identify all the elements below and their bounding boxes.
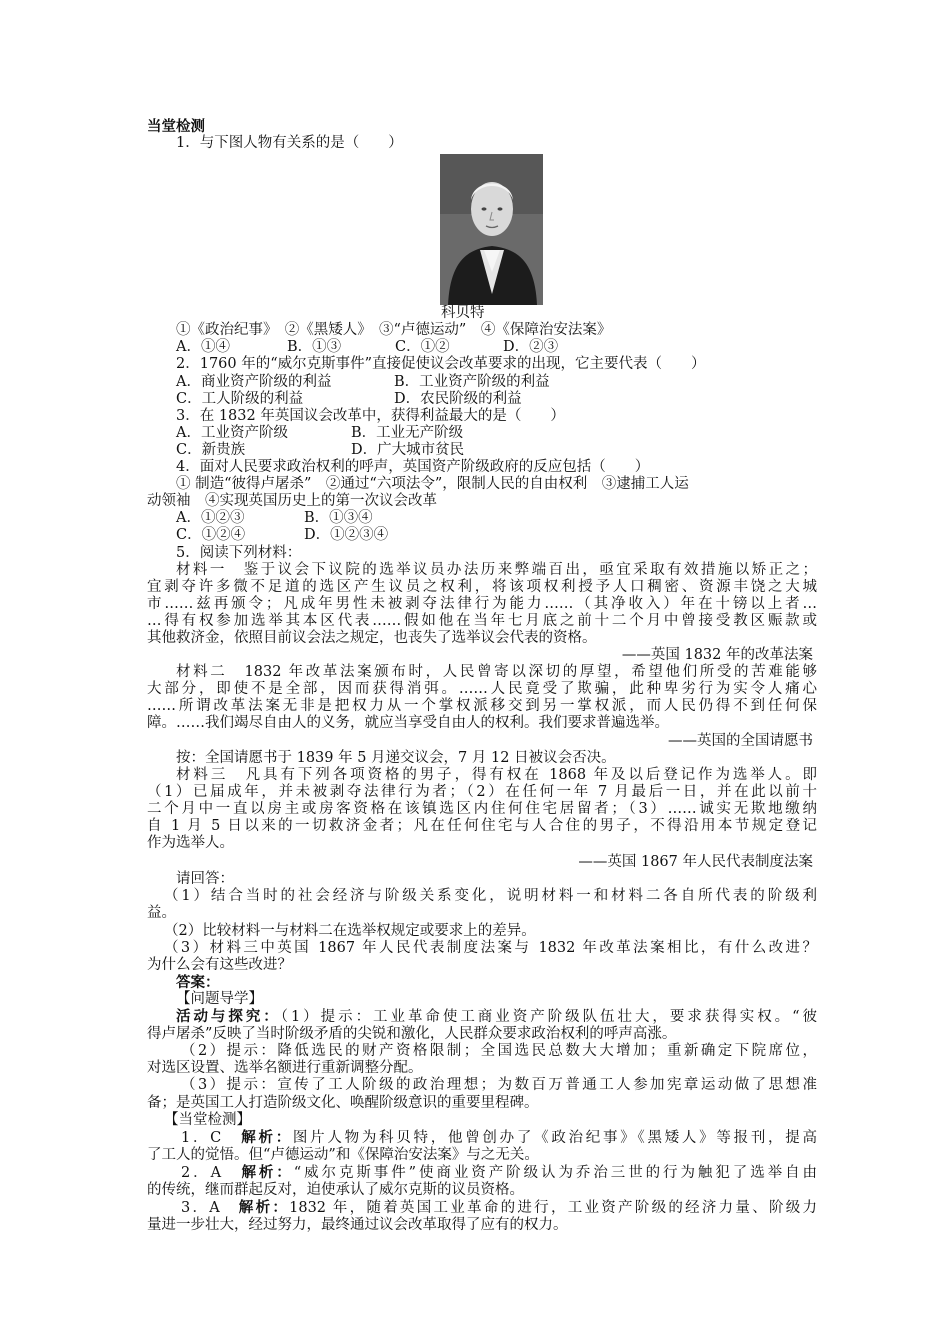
q2-option-d: D．农民阶级的利益 — [394, 390, 522, 407]
q3-option-b: B．工业无产阶级 — [351, 424, 464, 441]
answer-activity-3: （3）提示：宣传了工人阶级的政治理想；为数百万普通工人参加宪章运动做了思想准 — [181, 1077, 817, 1094]
portrait-figure-icon — [440, 154, 543, 305]
q2-options-row1 — [147, 374, 817, 391]
material-2-source: ——英国的全国请愿书 — [668, 732, 813, 749]
q3-option-d: D．广大城市贫民 — [351, 441, 465, 458]
q1-options — [147, 339, 817, 356]
check-answer-3-cont: 量进一步壮大，经过努力，最终通过议会改革取得了应有的权力。 — [147, 1217, 568, 1234]
check-answer-1-text: 图片人物为科贝特，他曾创办了《政治纪事》《黑矮人》等报刊，提高 — [292, 1129, 817, 1146]
material-3-line: 自 1 月 5 日以来的一切救济金者；凡在任何住宅与人合住的男子，不得沿用本节规定登记 — [147, 818, 817, 834]
check-answer-2 — [147, 1164, 817, 1182]
material-2-line: 材料二 1832 年改革法案颁布时，人民曾寄以深切的厚望，希望他们所受的苦难能够 — [176, 664, 817, 681]
document-page — [147, 118, 817, 1234]
subquestion-2: （2）比较材料一与材料二在选举权规定或要求上的差异。 — [164, 922, 536, 939]
ask-label: 请回答： — [176, 871, 234, 888]
material-2-line: 大部分，即使不是全部，因而获得消弭。……人民竟受了欺骗，此种卑劣行为实令人痛心 — [147, 681, 817, 698]
material-1-line: 宜剥夺许多微不足道的选区产生议员之权利，将该项权利授予人口稠密、资源丰饶之大城 — [147, 578, 817, 595]
q3-stem: 3．在 1832 年英国议会改革中，获得利益最大的是（ ） — [176, 407, 565, 424]
q4-option-c: C．①②④ — [176, 527, 246, 544]
material-1-line: 材料一 鉴于议会下议院的选举议员办法历来弊端百出，亟宜采取有效措施以矫正之； — [176, 561, 817, 578]
q4-option-d: D．①②③④ — [304, 527, 389, 544]
material-1-line: …得有权参加选举其本区代表……假如他在当年七月底之前十二个月中曾接受教区赈款或 — [147, 612, 817, 629]
material-2-line: 障。……我们竭尽自由人的义务，就应当享受自由人的权利。我们要求普遍选举。 — [147, 715, 669, 732]
q4-stem: 4．面对人民要求政治权利的呼声，英国资产阶级政府的反应包括（ ） — [176, 459, 650, 476]
q5-stem: 5．阅读下列材料： — [176, 544, 302, 561]
material-1-source: ——英国 1832 年的改革法案 — [621, 647, 813, 664]
check-answer-1-cont: 了工人的觉悟。但“卢德运动”和《保障治安法案》与之无关。 — [147, 1146, 539, 1163]
q1-stem: 1．与下图人物有关系的是（ ） — [176, 135, 403, 152]
q2-option-a: A．商业资产阶级的利益 — [176, 373, 332, 390]
material-3-source: ——英国 1867 年人民代表制度法案 — [578, 854, 813, 871]
q1-option-d: D．②③ — [503, 339, 559, 356]
q4-option-a: A．①②③ — [176, 510, 245, 527]
check-answer-3 — [147, 1199, 817, 1217]
answers-title: 答案： — [176, 973, 220, 991]
section-title: 当堂检测 — [147, 118, 205, 135]
guide-header: 【问题导学】 — [176, 990, 263, 1007]
subquestion-1: （1）结合当时的社会经济与阶级关系变化，说明材料一和材料二各自所代表的阶级利 — [164, 888, 817, 905]
material-1-line: 市……兹再颁令；凡成年男性未被剥夺法律行为能力……（其净收入）年在十镑以上者… — [147, 595, 817, 612]
check-answer-3-key: 3．A — [181, 1200, 239, 1217]
check-answer-1-key: 1．C — [181, 1129, 242, 1146]
answer-activity-2: （2）提示：降低选民的财产资格限制；全国选民总数大大增加；重新确定下院席位， — [181, 1043, 817, 1060]
portrait-image — [440, 154, 543, 305]
answer-activity-1-cont: 得卢屠杀”反映了当时阶级矛盾的尖锐和激化，人民群众要求政治权利的呼声高涨。 — [147, 1026, 677, 1043]
analysis-label: 解析： — [241, 1163, 294, 1181]
subquestion-3-cont: 为什么会有这些改进？ — [147, 956, 292, 973]
q2-options-row2 — [147, 391, 817, 408]
material-3-line: 作为选举人。 — [147, 835, 234, 852]
q2-option-b: B．工业资产阶级的利益 — [394, 373, 550, 390]
material-3-line: （1）已届成年，并未被剥夺法律行为者；（2）在任何一年 7 月最后一日，并在此以前十 — [147, 783, 817, 800]
q3-options-row1 — [147, 425, 817, 442]
answer-activity-2-cont: 对选区设置、选举名额进行重新调整分配。 — [147, 1060, 423, 1077]
q4-option-b: B．①③④ — [304, 510, 373, 527]
material-3-line: 二个月中一直以房主或房客资格在该镇选区内住何住宅居留者；（3）……诚实无欺地缴纳 — [147, 800, 817, 817]
material-3-line: 材料三 凡具有下列各项资格的男子，得有权在 1868 年及以后登记作为选举人。即 — [176, 766, 817, 783]
activity-label: 活动与探究： — [176, 1008, 281, 1026]
answer-activity-1-text: （1）提示：工业革命使工商业资产阶级队伍壮大，要求获得实权。“彼 — [280, 1009, 818, 1026]
subquestion-1-cont: 益。 — [147, 905, 176, 922]
subquestion-3: （3）材料三中英国 1867 年人民代表制度法案与 1832 年改革法案相比，有什么改进？ — [164, 939, 817, 956]
check-answer-1 — [147, 1129, 817, 1147]
q4-options-row2 — [147, 527, 817, 544]
check-answer-2-key: 2．A — [181, 1164, 242, 1181]
answer-activity-1 — [147, 1008, 817, 1026]
q1-option-c: C．①② — [395, 339, 450, 356]
petition-note: 按：全国请愿书于 1839 年 5 月递交议会，7 月 12 日被议会否决。 — [176, 749, 616, 766]
portrait-caption: 科贝特 — [441, 305, 485, 322]
q1-items: ①《政治纪事》 ②《黑矮人》 ③“卢德运动” ④《保障治安法案》 — [176, 322, 612, 339]
q3-option-a: A．工业资产阶级 — [176, 424, 288, 441]
q4-options-row1 — [147, 510, 817, 527]
check-answer-2-cont: 的传统，继而群起反对，迫使承认了威尔克斯的议员资格。 — [147, 1181, 524, 1198]
material-1-line: 其他救济金，依照目前议会法之规定，也丧失了选举议会代表的资格。 — [147, 629, 597, 646]
material-2-line: ……所谓改革法案无非是把权力从一个掌权派移交到另一掌权派，而人民仍得不到任何保 — [147, 698, 817, 715]
check-header: 【当堂检测】 — [164, 1111, 251, 1128]
q3-option-c: C．新贵族 — [176, 441, 246, 458]
check-answer-2-text: “威尔克斯事件”使商业资产阶级认为乔治三世的行为触犯了选举自由 — [293, 1164, 818, 1181]
q4-items-line1: ① 制造“彼得卢屠杀” ②通过“六项法令”，限制人民的自由权利 ③逮捕工人运 — [176, 476, 689, 493]
q2-option-c: C．工人阶级的利益 — [176, 390, 304, 407]
analysis-label: 解析： — [241, 1128, 293, 1146]
q2-stem: 2．1760 年的“威尔克斯事件”直接促使议会改革要求的出现，它主要代表（ ） — [176, 356, 706, 373]
q1-option-a: A．①④ — [176, 339, 230, 356]
q3-options-row2 — [147, 442, 817, 459]
analysis-label: 解析： — [238, 1199, 290, 1217]
answer-activity-3-cont: 备；是英国工人打造阶级文化、唤醒阶级意识的重要里程碑。 — [147, 1094, 539, 1111]
check-answer-3-text: 1832 年，随着英国工业革命的进行，工业资产阶级的经济力量、阶级力 — [289, 1200, 818, 1217]
q1-option-b: B．①③ — [287, 339, 342, 356]
q4-items-line2: 动领袖 ④实现英国历史上的第一次议会改革 — [147, 493, 437, 510]
